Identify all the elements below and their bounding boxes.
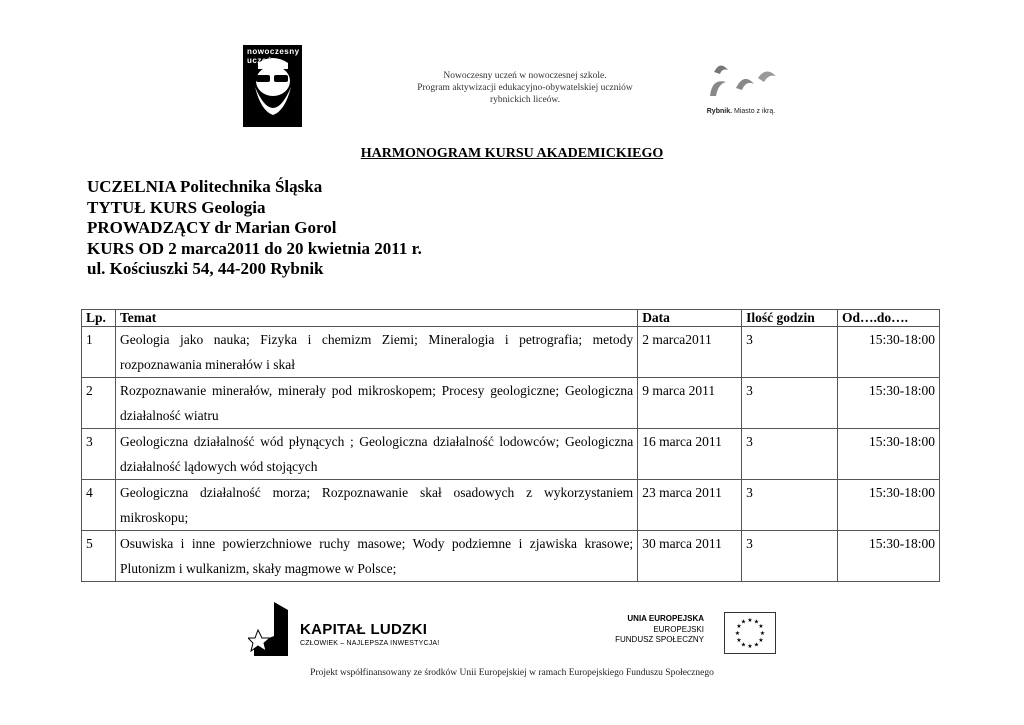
eu-text	[600, 614, 704, 646]
lecturer-line: PROWADZĄCY dr Marian Gorol	[87, 218, 337, 237]
kapital-ludzki-subtitle: CZŁOWIEK – NAJLEPSZA INWESTYCJA!	[300, 640, 440, 647]
cell-lp: 1	[82, 327, 116, 378]
eu-line-1: UNIA EUROPEJSKA	[627, 614, 704, 623]
kapital-ludzki-logo	[248, 600, 458, 660]
cell-time: 15:30-18:00	[838, 480, 940, 531]
header-time: Od….do….	[838, 310, 940, 327]
birds-icon	[700, 58, 782, 106]
cell-topic: Osuwiska i inne powierzchniowe ruchy masowe; Wody podziemne i zjawiska krasowe; Plutonizm i wulkanizm, skały magmowe w Polsce;	[115, 531, 637, 582]
funding-note: Projekt współfinansowany ze środków Unii Europejskiej w ramach Europejskiego Funduszu Społecznego	[310, 668, 714, 678]
kapital-ludzki-emblem-icon	[248, 600, 294, 658]
cell-hours: 3	[742, 327, 838, 378]
eu-stars-icon	[725, 613, 775, 653]
cell-date: 9 marca 2011	[638, 378, 742, 429]
header-hours: Ilość godzin	[742, 310, 838, 327]
cell-date: 23 marca 2011	[638, 480, 742, 531]
svg-text:★: ★	[758, 623, 764, 630]
cell-hours: 3	[742, 378, 838, 429]
logo-left-text: nowoczesny uczeń	[247, 47, 300, 65]
city-logo-text: Miasto z ikrą.	[732, 108, 776, 115]
eu-line-2: EUROPEJSKI	[653, 624, 704, 634]
cell-date: 2 marca2011	[638, 327, 742, 378]
header-topic: Temat	[115, 310, 637, 327]
cell-topic: Geologia jako nauka; Fizyka i chemizm Ziemi; Mineralogia i petrografia; metody rozpoznawania minerałów i skał	[115, 327, 637, 378]
program-line-1: Nowoczesny uczeń w nowoczesnej szkole.	[443, 71, 607, 81]
svg-text:★: ★	[753, 618, 760, 626]
svg-text:★: ★	[736, 623, 742, 630]
table-row	[82, 378, 940, 429]
document-title: HARMONOGRAM KURSU AKADEMICKIEGO	[360, 146, 664, 161]
svg-text:★: ★	[758, 637, 764, 644]
cell-hours: 3	[742, 480, 838, 531]
svg-text:★: ★	[740, 618, 747, 626]
svg-text:★: ★	[740, 641, 747, 649]
cell-topic: Rozpoznawanie minerałów, minerały pod mikroskopem; Procesy geologiczne; Geologiczna działalność wiatru	[115, 378, 637, 429]
kapital-ludzki-title: KAPITAŁ LUDZKI	[300, 621, 428, 638]
cell-time: 15:30-18:00	[838, 327, 940, 378]
header-date: Data	[638, 310, 742, 327]
program-line-2: Program aktywizacji edukacyjno-obywatelskiej uczniów	[417, 83, 633, 93]
rybnik-city-logo	[700, 58, 782, 120]
course-info	[87, 177, 422, 280]
nowoczesny-uczen-logo	[243, 45, 302, 127]
cell-time: 15:30-18:00	[838, 531, 940, 582]
table-row	[82, 327, 940, 378]
cell-topic: Geologiczna działalność morza; Rozpoznawanie skał osadowych z wykorzystaniem mikroskopu;	[115, 480, 637, 531]
eu-logo	[600, 612, 780, 656]
address-line: ul. Kościuszki 54, 44-200 Rybnik	[87, 259, 324, 278]
program-line-3: rybnickich liceów.	[489, 95, 561, 105]
svg-text:★: ★	[759, 630, 766, 637]
course-title-line: TYTUŁ KURS Geologia	[87, 197, 266, 217]
svg-text:★: ★	[747, 643, 753, 650]
cell-time: 15:30-18:00	[838, 429, 940, 480]
city-logo-bold: Rybnik.	[706, 108, 733, 115]
cell-date: 30 marca 2011	[638, 531, 742, 582]
cell-lp: 3	[82, 429, 116, 480]
cell-time: 15:30-18:00	[838, 378, 940, 429]
cell-topic: Geologiczna działalność wód płynących ; Geologiczna działalność lodowców; Geologiczna działalność lądowych wód stojących	[115, 429, 637, 480]
eu-line-3: FUNDUSZ SPOŁECZNY	[615, 635, 704, 644]
cell-hours: 3	[742, 429, 838, 480]
table-row	[82, 480, 940, 531]
svg-text:★: ★	[753, 641, 760, 649]
schedule-table	[81, 309, 940, 582]
table-row	[82, 531, 940, 582]
cell-lp: 4	[82, 480, 116, 531]
svg-text:★: ★	[736, 637, 742, 644]
header-lp: Lp.	[82, 310, 116, 327]
table-header-row	[82, 310, 940, 327]
svg-text:★: ★	[747, 617, 753, 624]
svg-text:★: ★	[734, 630, 741, 637]
program-description	[380, 70, 670, 106]
cell-hours: 3	[742, 531, 838, 582]
cell-lp: 2	[82, 378, 116, 429]
cell-date: 16 marca 2011	[638, 429, 742, 480]
cell-lp: 5	[82, 531, 116, 582]
university-line: UCZELNIA Politechnika Śląska	[87, 177, 323, 196]
table-row	[82, 429, 940, 480]
eu-flag	[724, 612, 776, 654]
course-dates-line: KURS OD 2 marca2011 do 20 kwietnia 2011 r.	[87, 238, 422, 258]
